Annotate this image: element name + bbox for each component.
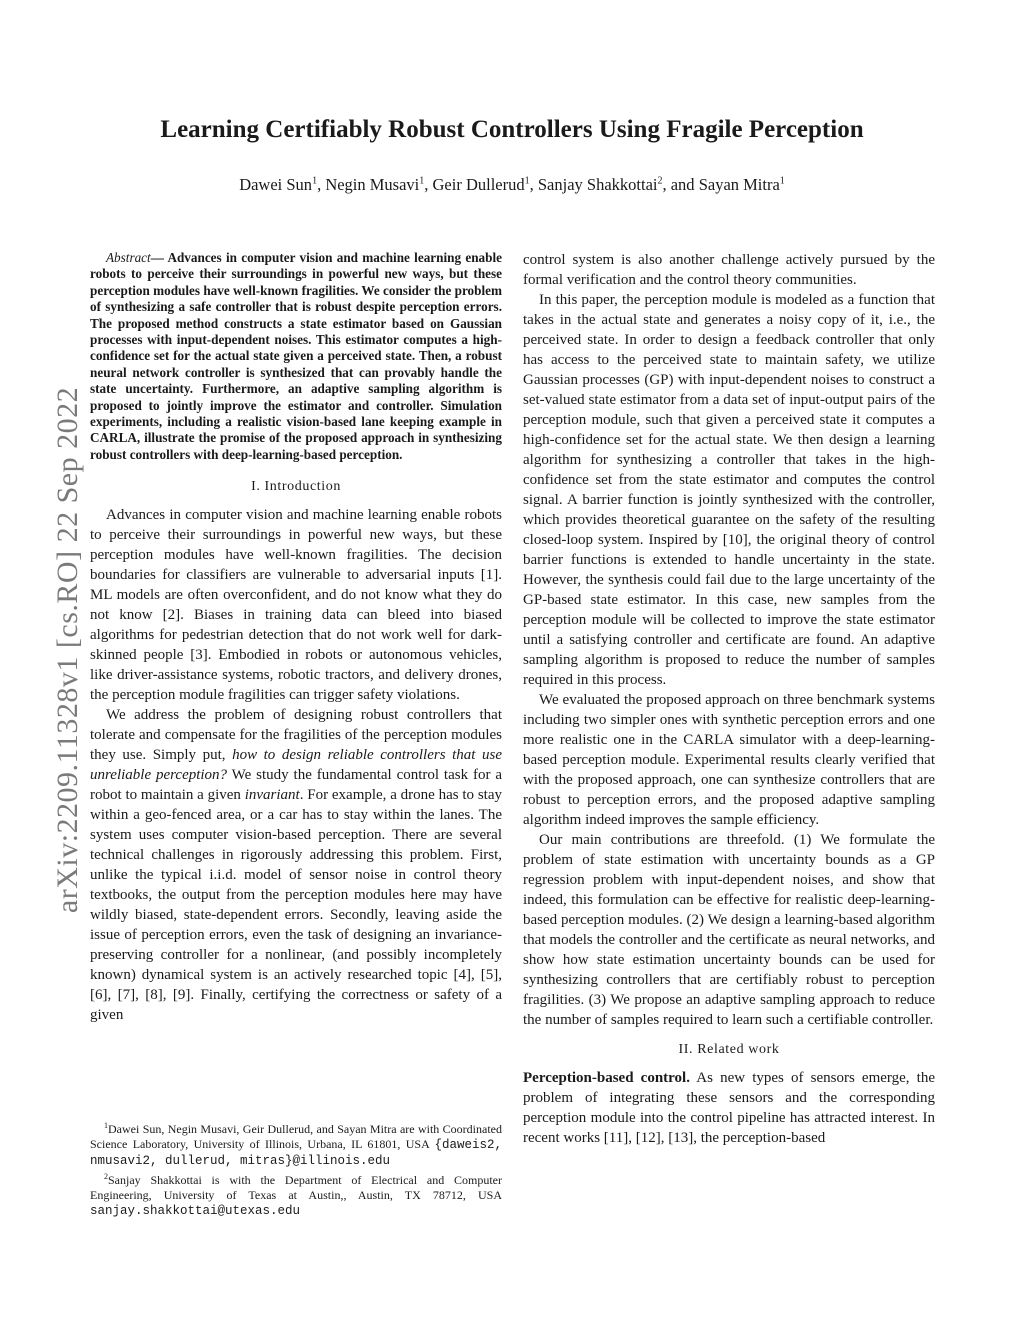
affiliation-mark: 2 [657,175,663,187]
abstract-dash: — [150,250,164,265]
author-name: Dawei Sun [239,175,313,194]
text-run: As new types of sensors emerge, the problem of integrating these sensors and the corresponding perception module into the control pipeline has attracted interest. In recent works [11], [12], [13], the perception-based [523,1070,935,1146]
section-heading-related-work: II. Related work [678,1042,780,1057]
text-run: We address the problem of designing robust controllers that tolerate and compensate for the fragilities of the perception modules they use. Simply put, [90,707,502,764]
paper-title: Learning Certifiably Robust Controllers Using Fragile Perception [160,116,864,143]
paragraph [523,1068,935,1148]
paragraph: control system is also another challenge actively pursued by the formal verification and the control theory communities. [523,252,935,288]
abstract-label: Abstract [106,250,151,265]
separator: , [317,175,326,194]
abstract-text: Advances in computer vision and machine learning enable robots to perceive their surroundings in powerful new ways, but these perception modules have well-known fragilities. We consider the problem of synthesizing a safe controller that is robust despite perception errors. The proposed method constructs a state estimator based on Gaussian processes with input-dependent noises. This estimator computes a high-confidence set for the actual state given a perceived state. Then, a robust neural network controller is synthesized that can provably handle the state uncertainty. Furthermore, an adaptive sampling algorithm is proposed to jointly improve the estimator and controller. Simulation experiments, including a realistic vision-based lane keeping example in CARLA, illustrate the promise of the proposed approach in synthesizing robust controllers with deep-learning-based perception. [90,250,502,462]
separator: , [424,175,433,194]
author-name: Negin Musavi [325,175,420,194]
author-name: Sayan Mitra [698,175,780,194]
text-run: . For example, a drone has to stay within a geo-fenced area, or a car has to stay within the lanes. The system uses computer vision-based perception. There are several technical challenges in rigorously addressing this problem. First, unlike the typical i.i.d. model of sensor noise in control theory textbooks, the output from the perception modules here may have wildly biased, state-dependent errors. Secondly, leaving aside the issue of perception errors, even the task of designing an invariance-preserving controller for a nonlinear, (and possibly incompletely known) dynamical system is an actively researched topic [4], [5], [6], [7], [8], [9]. Finally, certifying the correctness or safety of a given [90,787,502,1024]
email-address: sanjay.shakkottai@utexas.edu [90,1204,301,1218]
email-addresses: {daweis2, nmusavi2, dullerud, mitras}@illinois.edu [90,1138,502,1168]
affiliation-mark: 1 [779,175,785,187]
separator: , [529,175,538,194]
arxiv-identifier: arXiv:2209.11328v1 [cs.RO] 22 Sep 2022 [51,386,84,914]
author-name: Geir Dullerud [432,175,525,194]
text-run: We study the fundamental control task for a robot to maintain a given [90,767,502,804]
footnote-text: Sanjay Shakkottai is with the Department of Electrical and Computer Engineering, University of Texas at Austin,, Austin, TX 78712, USA [90,1173,502,1202]
footnote [90,1169,502,1219]
affiliation-mark: 1 [312,175,318,187]
footnote-mark: 2 [104,1172,108,1181]
emphasis: how to design reliable controllers that use unreliable perception? [90,747,502,784]
right-column [523,250,935,1148]
left-column [90,250,502,1025]
affiliation-mark: 1 [419,175,425,187]
paragraph: Our main contributions are threefold. (1) We formulate the problem of state estimation with uncertainty bounds as a GP regression problem with input-dependent noises, and show that indeed, this formulation can be effective for realistic deep-learning-based perception modules. (2) We design a learning-based algorithm that models the controller and the certificate as neural networks, and show how state estimation uncertainty bounds can be used for synthesizing controllers that are certifiably robust to perception fragilities. (3) We propose an adaptive sampling approach to reduce the number of samples required to learn such a certifiable controller. [523,832,935,1028]
paragraph: In this paper, the perception module is modeled as a function that takes in the actual state and generates a noisy copy of it, i.e., the perceived state. In order to design a feedback controller that only has access to the perceived state to maintain safety, we utilize Gaussian processes (GP) with input-dependent noises to construct a set-valued state estimator from a data set of input-output pairs of the perception module, such that given a perceived state it computes a high-confidence set for the actual state. We then design a learning algorithm for synthesizing a controller that takes in the high-confidence set from the state estimator and computes the control signal. A barrier function is jointly synthesized with the controller, which provides theoretical guarantee on the safety of the resulting closed-loop system. Inspired by [10], the original theory of control barrier functions is extended to handle uncertainty in the state. However, the synthesis could fail due to the large uncertainty of the GP-based state estimator. In this case, new samples from the perception module will be collected to improve the state estimator until a satisfying controller and certificate are found. An adaptive sampling algorithm is proposed to reduce the number of samples required in this process. [523,292,935,688]
paragraph: Advances in computer vision and machine learning enable robots to perceive their surroundings in powerful new ways, but these perception modules have well-known fragilities. The decision boundaries for classifiers are vulnerable to adversarial inputs [1]. ML models are often overconfident, and do not know what they do not know [2]. Biases in training data can bleed into biased algorithms for pedestrian detection that do not work well for dark-skinned people [3]. Embodied in robots or autonomous vehicles, like driver-assistance systems, robotic tractors, and delivery drones, the perception module fragilities can trigger safety violations. [90,507,502,704]
abstract [90,250,502,463]
author-name: Sanjay Shakkottai [537,175,658,194]
footnote [90,1118,502,1169]
separator: , and [662,175,699,194]
footnote-mark: 1 [104,1121,108,1130]
footnotes [90,1118,502,1219]
paragraph: We evaluated the proposed approach on three benchmark systems including two simpler ones with synthetic perception errors and one more realistic one in the CARLA simulator with a deep-learning-based perception module. Experimental results clearly verified that with the proposed approach, one can synthesize controllers that are robust to perception errors, and the proposed adaptive sampling algorithm indeed improves the sample efficiency. [523,692,935,828]
emphasis: invariant [244,787,300,804]
section-heading-introduction: I. Introduction [251,479,341,495]
run-in-heading: Perception-based control. [523,1070,690,1086]
affiliation-mark: 1 [524,175,530,187]
author-list [0,175,1024,195]
footnote-text: Dawei Sun, Negin Musavi, Geir Dullerud, and Sayan Mitra are with Coordinated Science Laboratory, University of Illinois, Urbana, IL 61801, USA [90,1122,502,1151]
paragraph [90,705,502,1025]
arxiv-sidebar [48,350,88,950]
